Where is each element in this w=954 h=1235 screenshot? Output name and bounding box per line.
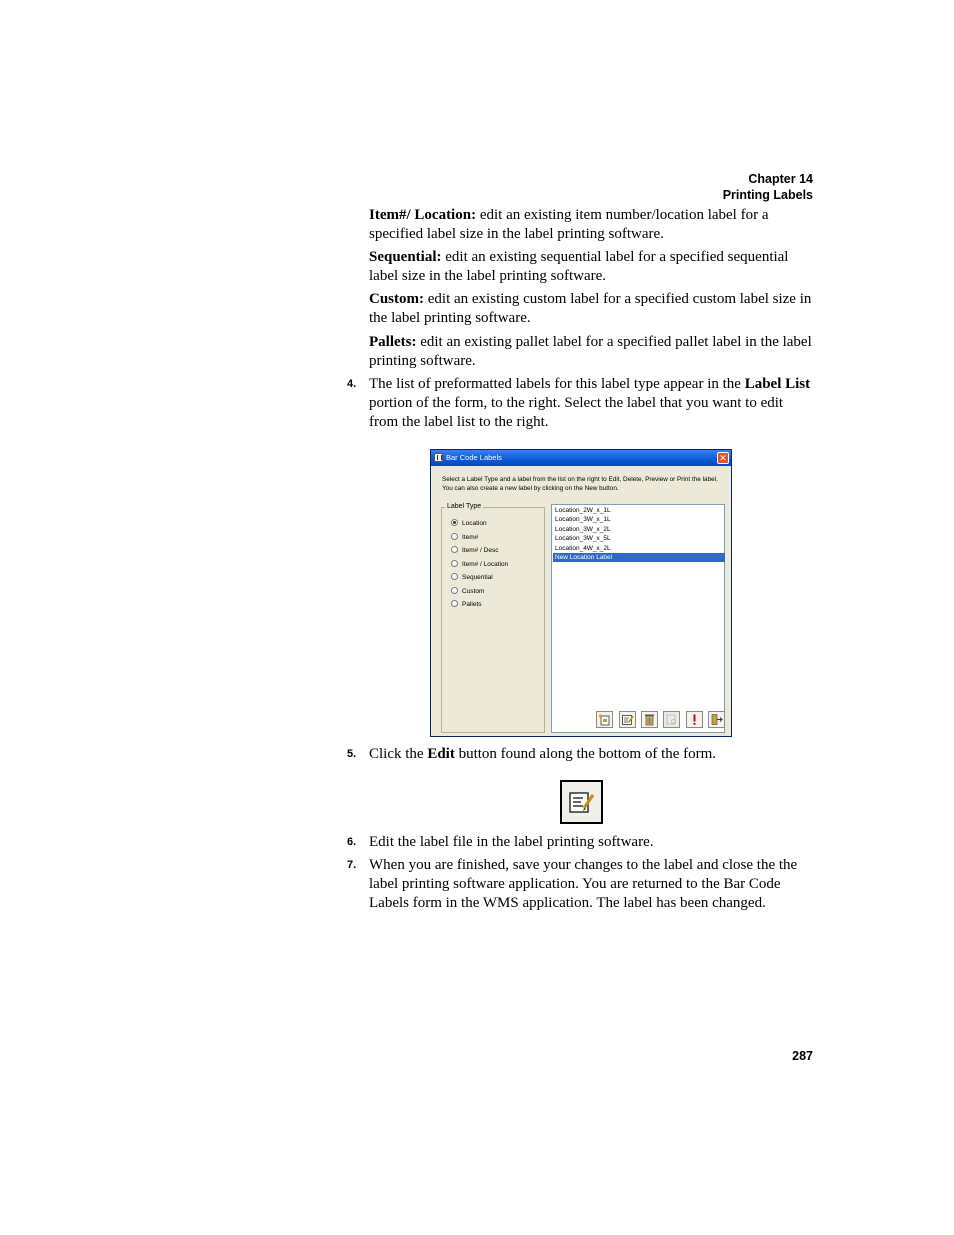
delete-button[interactable]	[641, 711, 658, 728]
new-icon	[598, 713, 611, 726]
exclamation-icon	[688, 713, 701, 726]
radio-label: Item#	[462, 534, 479, 541]
page-number: 287	[792, 1049, 813, 1063]
option-item-location	[369, 206, 815, 244]
radio-dot-icon	[451, 573, 458, 580]
preview-icon	[665, 713, 678, 726]
dialog-title: Bar Code Labels	[446, 453, 502, 462]
edit-icon	[568, 789, 596, 817]
option-term: Item#/ Location:	[369, 207, 477, 223]
section-label: Printing Labels	[722, 188, 813, 202]
option-text: edit an existing sequential label for a specified sequential label size in the label printing software.	[369, 249, 789, 284]
chapter-header	[723, 171, 813, 203]
edit-button[interactable]	[619, 711, 636, 728]
radio-label: Item# / Location	[462, 561, 509, 568]
step-text: The list of preformatted labels for this label type appear in the	[369, 376, 745, 392]
option-text: edit an existing item number/location label for a specified label size in the label printing software.	[369, 207, 769, 242]
option-term: Pallets:	[369, 334, 417, 350]
option-sequential	[369, 248, 815, 286]
step-text: button found along the bottom of the form.	[454, 746, 717, 762]
step-number: 4.	[347, 378, 357, 390]
radio-item-desc[interactable]	[451, 546, 498, 555]
edit-button-large	[560, 780, 603, 824]
step-5-text	[369, 745, 815, 764]
option-term: Custom:	[369, 291, 424, 307]
edit-icon	[621, 713, 634, 726]
list-item[interactable]: Location_3W_x_2L	[555, 525, 611, 533]
radio-sequential[interactable]	[451, 573, 493, 582]
preview-button[interactable]	[663, 711, 680, 728]
list-item-selected[interactable]: New Location Label	[553, 553, 725, 562]
radio-label: Custom	[462, 588, 485, 595]
dialog-titlebar	[431, 450, 731, 466]
close-button[interactable]: ✕	[717, 452, 729, 464]
radio-label: Item# / Desc	[462, 547, 499, 554]
option-text: edit an existing pallet label for a specified pallet label in the label printing software.	[369, 334, 812, 369]
step-number: 6.	[347, 836, 357, 848]
option-custom	[369, 290, 815, 328]
radio-label: Pallets	[462, 601, 482, 608]
list-item[interactable]: Location_4W_x_2L	[555, 544, 611, 552]
dialog-instructions: Select a Label Type and a label from the list on the right to Edit, Delete, Preview or Print the label. You can also create a new label by clicking on the New button.	[442, 476, 718, 492]
radio-item-location[interactable]	[451, 560, 508, 569]
list-item[interactable]: Location_2W_x_1L	[555, 507, 611, 514]
bar-code-labels-dialog	[430, 449, 732, 737]
radio-label: Sequential	[462, 574, 493, 581]
print-button[interactable]	[686, 711, 703, 728]
radio-dot-icon	[451, 560, 458, 567]
radio-dot-icon	[451, 533, 458, 540]
list-item[interactable]: Location_3W_x_5L	[555, 535, 611, 542]
radio-item[interactable]	[451, 533, 478, 542]
list-item[interactable]: Location_3W_x_1L	[555, 516, 611, 523]
radio-pallets[interactable]	[451, 600, 482, 609]
label-type-group-title: Label Type	[447, 503, 482, 510]
radio-dot-icon	[451, 587, 458, 594]
option-text: edit an existing custom label for a specified custom label size in the label printing software.	[369, 291, 812, 326]
step-number: 7.	[347, 859, 357, 871]
chapter-label: Chapter 14	[748, 172, 813, 186]
label-list[interactable]	[551, 504, 725, 733]
exit-button[interactable]	[708, 711, 725, 728]
radio-dot-icon	[451, 519, 458, 526]
step-bold: Edit	[427, 746, 455, 762]
radio-dot-icon	[451, 546, 458, 553]
step-text: Click the	[369, 746, 428, 762]
step-7-text: When you are finished, save your changes to the label and close the the label printing software application. You are returned to the Bar Code Labels form in the WMS application. The label has been changed.	[369, 857, 798, 911]
radio-location[interactable]	[451, 519, 487, 528]
delete-icon	[643, 713, 656, 726]
step-bold: Label List	[744, 376, 811, 392]
step-text: portion of the form, to the right. Select the label that you want to edit from the label list to the right.	[369, 395, 784, 430]
step-6-text: Edit the label file in the label printing software.	[369, 834, 654, 850]
radio-custom[interactable]	[451, 587, 484, 596]
step-4-text	[369, 375, 815, 432]
radio-dot-icon	[451, 600, 458, 607]
new-button[interactable]	[596, 711, 613, 728]
exit-icon	[710, 713, 723, 726]
option-term: Sequential:	[369, 249, 442, 265]
option-pallets	[369, 333, 815, 371]
radio-label: Location	[462, 520, 487, 527]
app-icon	[434, 453, 443, 462]
step-number: 5.	[347, 748, 357, 760]
